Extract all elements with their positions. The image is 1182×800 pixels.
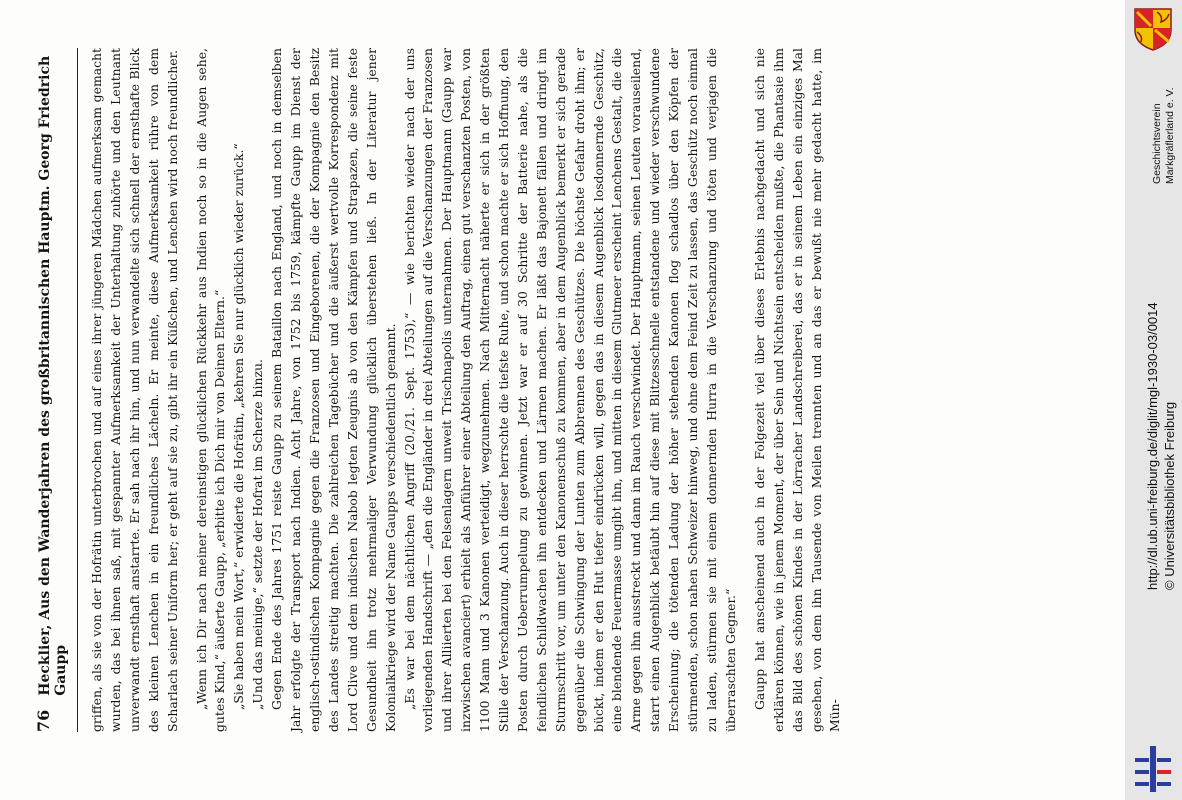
paragraph-2: „Wenn ich Dir nach meiner dereinstigen glücklichen Rückkehr aus Indien noch so in die Augen sehe, gutes Kind,“ äußerte Gaupp, „erbitte ich Dich mir von Deinen Eltern.“ xyxy=(193,48,228,732)
running-head-title: Hecklier, Aus den Wanderjahren des großbritannischen Hauptm. Georg Friedrich Gaupp xyxy=(37,55,69,696)
paragraph-7: Gaupp hat anscheinend auch in der Folgezeit viel über dieses Erlebnis nachgedacht und sich nie erklären können, wie in jenem Moment, der über Sein und Nichtsein entscheiden mußte, die Phantasie ihm das Bild des schönen Kindes in der Lörracher Landschreiberei, das er in seinem Leben ein einziges Mal gesehen, von dem ihn Tausende von Meilen trennten und an das er bewußt nie mehr gedacht hatte, im Mün- xyxy=(751,48,843,732)
source-url-link[interactable]: http://dl.ub.uni-freiburg.de/diglit/mgl-1930-03/0014 xyxy=(1145,302,1160,590)
society-name-line1: Geschichtsverein xyxy=(1151,103,1163,184)
page-number: 76 xyxy=(34,709,53,732)
paragraph-5: Gegen Ende des Jahres 1751 reiste Gaupp zu seinem Bataillon nach England, und noch in demselben Jahr erfolgte der Transport nach Indien. Acht Jahre, von 1752 bis 1759, kämpfte Gaupp im Dienst der englisch-ostindischen Kompagnie gegen die Franzosen und Eingeborenen, die der Kompagnie den Besitz des Landes streitig machten. Die zahlreichen Tagebücher und die äußerst wertvolle Korrespondenz mit Lord Clive und dem indischen Nabob legten Zeugnis ab von den Kämpfen und Strapazen, die seine feste Gesundheit ihn trotz mehrmaliger Verwundung glücklich überstehen ließ. In der Literatur jener Kolonialkriege wird der Name Gaupps verschiedentlich genannt. xyxy=(269,48,398,732)
copyright-notice: © Universitätsbibliothek Freiburg xyxy=(1162,401,1177,590)
ub-freiburg-logo-icon xyxy=(1131,744,1175,794)
head-rule xyxy=(77,48,78,732)
coat-of-arms-icon xyxy=(1129,6,1177,52)
running-head xyxy=(34,48,73,732)
paragraph-1: griffen, als sie von der Hofrätin unterbrochen und auf eines ihrer jüngeren Mädchen aufmerksam gemacht wurden, das bei ihnen saß, mit gespannter Aufmerksamkeit der Unterhaltung zuhörte und den Leutnant unverwandt ernsthaft anstarrte. Er sah nach ihr hin, und nun verwandelte sich schnell der ernsthafte Blick des kleinen Lenchen in ein freundliches Lächeln. Er meinte, diese Aufmerksamkeit rühre von dem Scharlach seiner Uniform her; er geht auf sie zu, gibt ihr ein Küßchen, und Lenchen wird noch freundlicher. xyxy=(89,48,180,732)
paragraph-4: „Und das meinige,“ setzte der Hofrat im Scherze hinzu. xyxy=(250,359,266,710)
society-name-line2: Markgräflerland e. V. xyxy=(1164,87,1176,184)
paragraph-6: „Es war bei dem nächtlichen Angriff (20./21. Sept. 1753),“ — wie berichten wieder nach der uns vorliegenden Handschrift — „den die Engländer in drei Abteilungen auf die Verschanzungen der Franzosen und ihrer Alliierten bei den Felsenlagern unweit Trischnapolis unternahmen. Der Hauptmann (Gaupp war inzwischen avanciert) erhielt als Anführer einer Abteilung den Auftrag, einen gut verschanzten Posten, von 1100 Mann und 3 Kanonen verteidigt, wegzunehmen. Nach Mitternacht näherte er sich in der größten Stille der Verschanzung. Auch in dieser herrschte die tiefste Ruhe, und schon machte er sich Hoffnung, den Posten durch Ueberrumpelung zu gewinnen. Jetzt war er auf 30 Schritte der Batterie nahe, als die feindlichen Schildwachen ihn entdecken und Lärmen machen. Er läßt das Bajonett fällen und dringt im Sturmschritt vor, um unter den Kanonenschuß zu kommen, aber in dem Augenblick bemerkt er sich gerade gegenüber die Schwingung der Lunten zum Abbrennen des Geschützes. Die höchste Gefahr droht ihm; er bückt, indem er den Hut tiefer eindrücken will, gegen das in diesem Augenblick losdonnernde Geschütz, eine blendende Feuermasse umgibt ihn, und mitten in diesem Glutmeer erscheint Lenchens Gestalt, die die Arme gegen ihn ausstreckt und dann im Rauch verschwindet. Der Hauptmann, seinen Leuten vorauseilend, starrt einen Augenblick betäubt hin auf diese mit Blitzesschnelle entstandene und wieder verschwundene Erscheinung; die tötenden Ladung der höher stehenden Kanonen flog schadlos über den Köpfen der stürmenden, schon nahen Schweizer hinweg, und ohne dem Feind Zeit zu lassen, das Geschütz noch einmal zu laden, stürmen sie mit einem donnernden Hurra in die Verschanzung und töten und verjagen die überraschten Gegner.“ xyxy=(401,48,738,732)
paragraph-3: „Sie haben mein Wort,“ erwiderte die Hofrätin, „kehren Sie nur glücklich wieder zurück.“ xyxy=(231,143,247,710)
